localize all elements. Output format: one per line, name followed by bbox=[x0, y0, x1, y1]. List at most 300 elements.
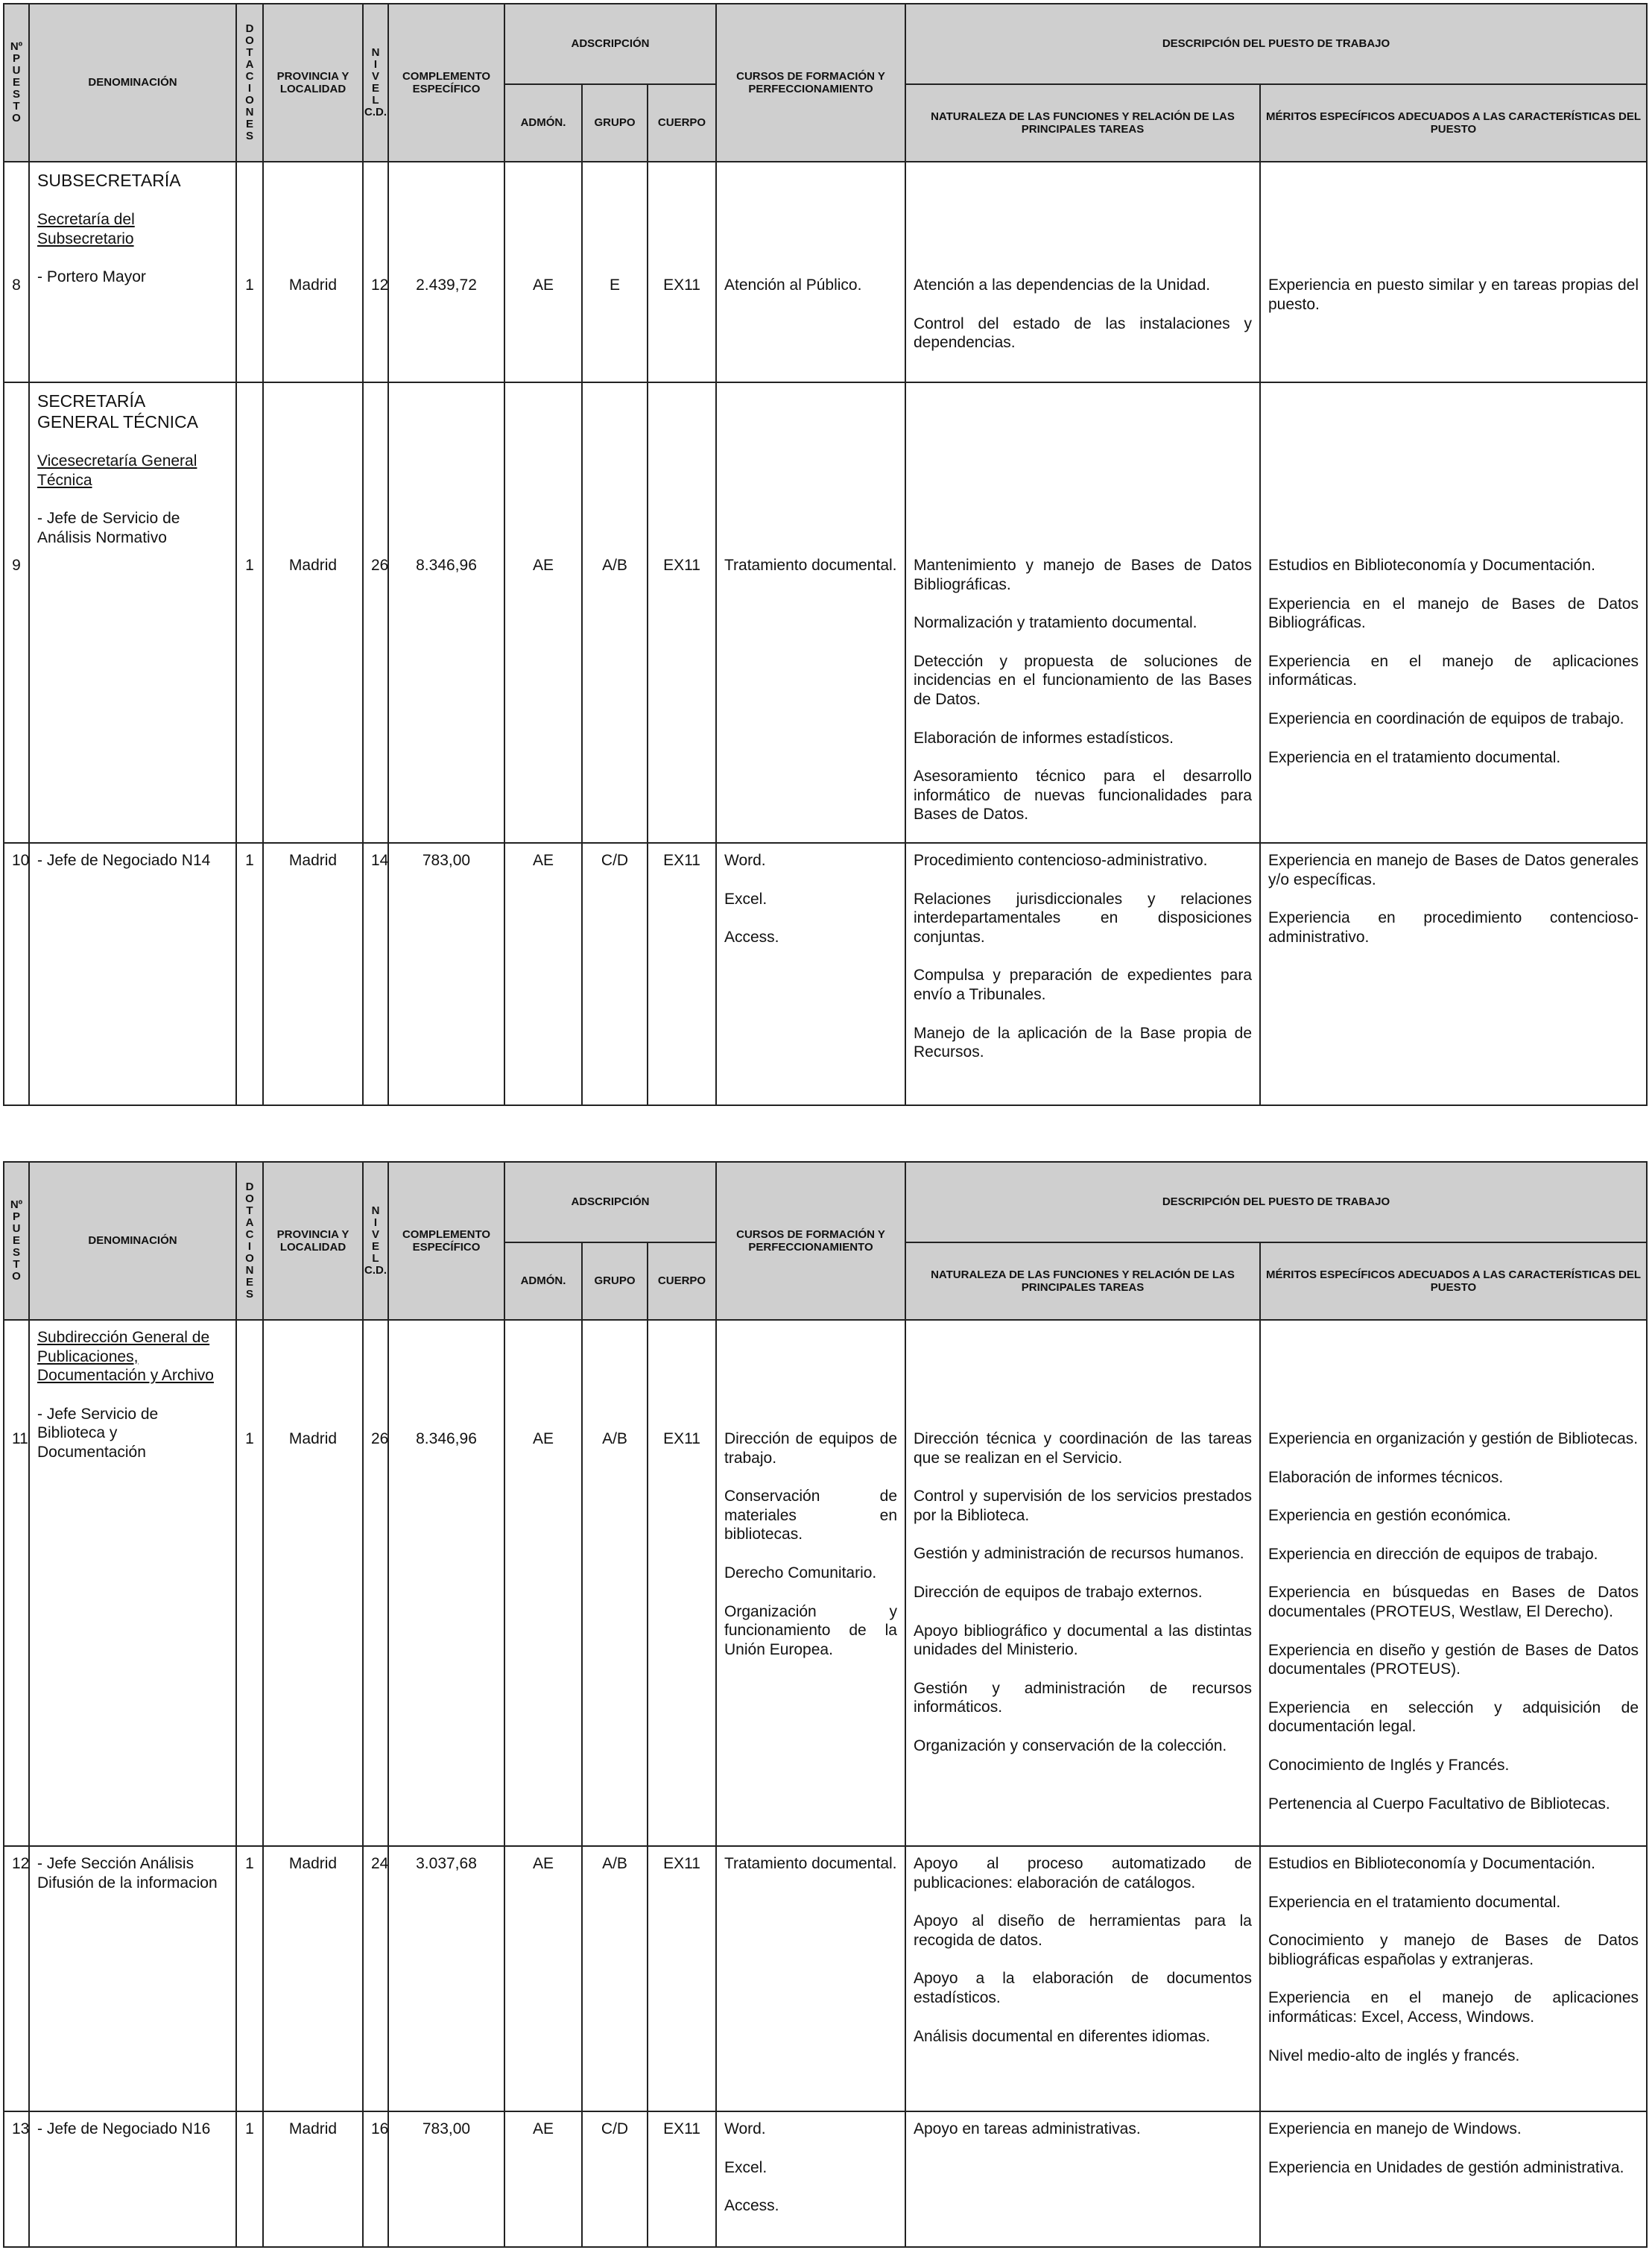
vertical-letter: T bbox=[246, 46, 253, 59]
align-spacer bbox=[914, 170, 1252, 276]
cell-nivel-value: 24 bbox=[371, 1855, 389, 1872]
header-meritos: MÉRITOS ESPECÍFICOS ADECUADOS A LAS CARACTERÍSTICAS DEL PUESTO bbox=[1260, 84, 1647, 162]
cell-nivel bbox=[363, 1320, 388, 1846]
header-n-puesto bbox=[4, 4, 29, 162]
table-puestos-2 bbox=[3, 1161, 1648, 2248]
table-row bbox=[4, 382, 1647, 843]
cell-provincia bbox=[263, 382, 363, 843]
align-spacer bbox=[1268, 1328, 1639, 1429]
denominacion-value: - Portero Mayor bbox=[37, 268, 146, 286]
align-spacer bbox=[12, 1328, 21, 1429]
cell-complemento bbox=[388, 2111, 504, 2247]
cell-grupo-value: C/D bbox=[601, 852, 629, 869]
header-cuerpo: CUERPO bbox=[648, 84, 716, 162]
vertical-letter: N bbox=[245, 1264, 254, 1277]
align-spacer bbox=[244, 391, 255, 556]
vertical-letter: T bbox=[246, 1204, 253, 1217]
cell-meritos-item: Experiencia en coordinación de equipos de trabajo. bbox=[1268, 710, 1624, 728]
cell-meritos-item: Experiencia en Unidades de gestión administrativa. bbox=[1268, 2158, 1624, 2176]
align-spacer bbox=[396, 170, 496, 276]
cell-cursos bbox=[716, 2111, 905, 2247]
cell-cursos-item: Tratamiento documental. bbox=[724, 557, 897, 574]
cell-naturaleza-item: Dirección de equipos de trabajo externos. bbox=[914, 1584, 1203, 1602]
cell-provincia-value: Madrid bbox=[288, 557, 338, 574]
cell-provincia bbox=[263, 162, 363, 382]
header-adscripcion: ADSCRIPCIÓN bbox=[504, 4, 716, 84]
cell-meritos-item: Conocimiento y manejo de Bases de Datos bibliográficas españolas y extranjeras. bbox=[1268, 1932, 1639, 1968]
cell-num bbox=[4, 162, 29, 382]
cell-cuerpo bbox=[648, 1320, 716, 1846]
vertical-letter: U bbox=[12, 1222, 21, 1235]
cell-meritos-item: Experiencia en diseño y gestión de Bases de Datos documentales (PROTEUS). bbox=[1268, 1641, 1639, 1678]
cell-cuerpo bbox=[648, 1846, 716, 2111]
cell-meritos-item: Experiencia en selección y adquisición de documentación legal. bbox=[1268, 1698, 1639, 1736]
header-descripcion: DESCRIPCIÓN DEL PUESTO DE TRABAJO bbox=[905, 1162, 1647, 1242]
cell-admon-value: AE bbox=[532, 852, 554, 869]
vertical-letter: N bbox=[371, 1204, 380, 1217]
cell-naturaleza-item: Control y supervisión de los servicios prestados por la Biblioteca. bbox=[914, 1488, 1252, 1524]
align-spacer bbox=[590, 1328, 639, 1429]
cell-num-value: 10 bbox=[12, 852, 30, 869]
cell-naturaleza-item: Apoyo en tareas administrativas. bbox=[914, 2120, 1141, 2137]
cell-meritos-item: Nivel medio-alto de inglés y francés. bbox=[1268, 2047, 1520, 2064]
cell-cuerpo-value: EX11 bbox=[663, 852, 700, 869]
align-spacer bbox=[1268, 391, 1639, 556]
cell-nivel bbox=[363, 1846, 388, 2111]
cell-nivel-value: 26 bbox=[371, 557, 389, 574]
unit-title: SECRETARÍA GENERAL TÉCNICA bbox=[37, 391, 198, 432]
cell-num-value: 12 bbox=[12, 1855, 30, 1872]
cell-num-value: 8 bbox=[12, 276, 21, 294]
cell-dotaciones-value: 1 bbox=[245, 557, 254, 574]
cell-grupo-value: C/D bbox=[601, 2120, 629, 2137]
cell-meritos-item: Experiencia en el manejo de aplicaciones informáticas. bbox=[1268, 652, 1639, 689]
cell-num-value: 13 bbox=[12, 2120, 30, 2137]
cell-naturaleza-item: Detección y propuesta de soluciones de incidencias en el funcionamiento de las Bases de Datos. bbox=[914, 652, 1252, 709]
cell-complemento-value: 2.439,72 bbox=[416, 276, 477, 294]
cell-admon bbox=[504, 1846, 582, 2111]
header-naturaleza: NATURALEZA DE LAS FUNCIONES Y RELACIÓN DE LAS PRINCIPALES TAREAS bbox=[905, 1242, 1260, 1320]
cell-cursos-item: Atención al Público. bbox=[724, 276, 862, 294]
cell-denominacion bbox=[29, 1846, 236, 2111]
header-complemento: COMPLEMENTO ESPECÍFICO bbox=[388, 1162, 504, 1320]
cell-dotaciones-value: 1 bbox=[245, 1855, 254, 1872]
header-descripcion: DESCRIPCIÓN DEL PUESTO DE TRABAJO bbox=[905, 4, 1647, 84]
cell-provincia-value: Madrid bbox=[288, 1430, 338, 1447]
table-row bbox=[4, 843, 1647, 1105]
header-meritos: MÉRITOS ESPECÍFICOS ADECUADOS A LAS CARACTERÍSTICAS DEL PUESTO bbox=[1260, 1242, 1647, 1320]
cell-cuerpo-value: EX11 bbox=[663, 1430, 700, 1447]
cell-provincia bbox=[263, 2111, 363, 2247]
cell-admon bbox=[504, 1320, 582, 1846]
vertical-letter: S bbox=[245, 1288, 253, 1301]
cell-meritos-item: Experiencia en procedimiento contencioso-administrativo. bbox=[1268, 909, 1639, 946]
cell-dotaciones bbox=[236, 2111, 263, 2247]
cell-admon bbox=[504, 382, 582, 843]
cell-meritos bbox=[1260, 1846, 1647, 2111]
cell-num bbox=[4, 843, 29, 1105]
vertical-letter: V bbox=[371, 1228, 379, 1241]
align-spacer bbox=[1268, 170, 1639, 276]
cell-dotaciones-value: 1 bbox=[245, 852, 254, 869]
subunit-title: Vicesecretaría General Técnica bbox=[37, 452, 197, 489]
cell-cuerpo-value: EX11 bbox=[663, 1855, 700, 1872]
cell-meritos-item: Estudios en Biblioteconomía y Documentación. bbox=[1268, 1855, 1595, 1872]
cell-meritos-item: Experiencia en el tratamiento documental. bbox=[1268, 748, 1561, 766]
align-spacer bbox=[656, 391, 708, 556]
header-denominacion: DENOMINACIÓN bbox=[29, 1162, 236, 1320]
cell-num bbox=[4, 1320, 29, 1846]
cell-num-value: 11 bbox=[12, 1430, 28, 1447]
vertical-letter: O bbox=[245, 34, 254, 47]
cell-nivel-value: 16 bbox=[371, 2120, 389, 2137]
cell-complemento bbox=[388, 162, 504, 382]
cell-complemento-value: 8.346,96 bbox=[416, 557, 477, 574]
cell-naturaleza-item: Normalización y tratamiento documental. bbox=[914, 614, 1197, 632]
table-row bbox=[4, 1846, 1647, 2111]
align-spacer bbox=[396, 391, 496, 556]
align-spacer bbox=[371, 391, 380, 556]
cell-naturaleza-item: Gestión y administración de recursos informáticos. bbox=[914, 1679, 1252, 1716]
cell-complemento bbox=[388, 1320, 504, 1846]
header-cursos: CURSOS DE FORMACIÓN Y PERFECCIONAMIENTO bbox=[716, 4, 905, 162]
cell-grupo-value: A/B bbox=[602, 1855, 627, 1872]
cell-provincia-value: Madrid bbox=[288, 2120, 338, 2137]
cell-cursos-item: Excel. bbox=[724, 2158, 768, 2176]
cell-naturaleza-item: Procedimiento contencioso-administrativo. bbox=[914, 852, 1208, 869]
cell-meritos-item: Conocimiento de Inglés y Francés. bbox=[1268, 1757, 1510, 1775]
cell-grupo bbox=[582, 1846, 648, 2111]
cell-grupo bbox=[582, 2111, 648, 2247]
header-provincia: PROVINCIA Y LOCALIDAD bbox=[263, 4, 363, 162]
denominacion-value: - Jefe de Servicio de Análisis Normativo bbox=[37, 510, 180, 546]
cell-denominacion bbox=[29, 382, 236, 843]
vertical-letter: D bbox=[245, 22, 254, 35]
cell-nivel-value: 14 bbox=[371, 852, 389, 869]
cell-meritos-item: Experiencia en búsquedas en Bases de Datos documentales (PROTEUS, Westlaw, El Derecho). bbox=[1268, 1584, 1639, 1621]
cell-provincia bbox=[263, 1320, 363, 1846]
cell-naturaleza-item: Organización y conservación de la colección. bbox=[914, 1737, 1227, 1755]
cell-cursos bbox=[716, 1320, 905, 1846]
vertical-letter: P bbox=[12, 52, 20, 65]
cell-naturaleza-item: Manejo de la aplicación de la Base propia de Recursos. bbox=[914, 1024, 1252, 1061]
align-spacer bbox=[371, 1328, 380, 1429]
table-puestos-1 bbox=[3, 3, 1648, 1106]
header-provincia: PROVINCIA Y LOCALIDAD bbox=[263, 1162, 363, 1320]
cell-naturaleza-item: Apoyo al proceso automatizado de publicaciones: elaboración de catálogos. bbox=[914, 1855, 1252, 1892]
table-row bbox=[4, 1320, 1647, 1846]
cell-nivel bbox=[363, 162, 388, 382]
vertical-letter: V bbox=[371, 70, 379, 83]
vertical-letter: P bbox=[12, 1210, 20, 1223]
align-spacer bbox=[914, 1328, 1252, 1429]
cell-cursos-item: Word. bbox=[724, 852, 766, 869]
header-adscripcion: ADSCRIPCIÓN bbox=[504, 1162, 716, 1242]
cell-meritos bbox=[1260, 843, 1647, 1105]
align-spacer bbox=[914, 391, 1252, 556]
cell-dotaciones bbox=[236, 1846, 263, 2111]
vertical-letter: E bbox=[245, 1276, 253, 1289]
cell-grupo-value: A/B bbox=[602, 557, 627, 574]
vertical-letter: E bbox=[371, 82, 379, 95]
cell-naturaleza-item: Dirección técnica y coordinación de las tareas que se realizan en el Servicio. bbox=[914, 1430, 1252, 1467]
align-spacer bbox=[513, 391, 574, 556]
cell-complemento bbox=[388, 843, 504, 1105]
cell-meritos-item: Experiencia en manejo de Windows. bbox=[1268, 2120, 1522, 2137]
cell-complemento-value: 783,00 bbox=[422, 2120, 471, 2137]
vertical-letter: U bbox=[12, 64, 21, 77]
cell-naturaleza-item: Análisis documental en diferentes idiomas. bbox=[914, 2027, 1211, 2045]
align-spacer bbox=[513, 170, 574, 276]
cell-denominacion bbox=[29, 843, 236, 1105]
cell-grupo bbox=[582, 1320, 648, 1846]
cell-admon-value: AE bbox=[532, 1855, 554, 1872]
cell-naturaleza-item: Control del estado de las instalaciones y dependencias. bbox=[914, 315, 1252, 352]
cell-denominacion bbox=[29, 2111, 236, 2247]
cell-meritos-item: Experiencia en dirección de equipos de trabajo. bbox=[1268, 1545, 1598, 1563]
cell-dotaciones bbox=[236, 162, 263, 382]
header-naturaleza: NATURALEZA DE LAS FUNCIONES Y RELACIÓN DE LAS PRINCIPALES TAREAS bbox=[905, 84, 1260, 162]
cell-naturaleza-item: Asesoramiento técnico para el desarrollo informático de nuevas funcionalidades para Bases de Datos. bbox=[914, 768, 1252, 824]
align-spacer bbox=[12, 170, 21, 276]
cell-dotaciones-value: 1 bbox=[245, 1430, 254, 1447]
cell-naturaleza bbox=[905, 843, 1260, 1105]
vertical-letter: N bbox=[245, 106, 254, 118]
cell-meritos-item: Pertenencia al Cuerpo Facultativo de Bibliotecas. bbox=[1268, 1795, 1610, 1813]
header-nivel: N I V E L C.D. bbox=[363, 4, 388, 162]
cell-dotaciones bbox=[236, 382, 263, 843]
cell-meritos bbox=[1260, 2111, 1647, 2247]
align-spacer bbox=[656, 170, 708, 276]
cell-meritos-item: Experiencia en el tratamiento documental. bbox=[1268, 1893, 1561, 1911]
cell-num-value: 9 bbox=[12, 557, 21, 574]
vertical-letter: I bbox=[247, 82, 252, 95]
cell-cursos-item: Tratamiento documental. bbox=[724, 1855, 897, 1872]
cell-admon bbox=[504, 162, 582, 382]
vertical-letter: E bbox=[12, 76, 20, 89]
subunit-title: Subdirección General de Publicaciones, Documentación y Archivo bbox=[37, 1329, 214, 1385]
vertical-letter: N bbox=[371, 46, 380, 59]
cell-nivel bbox=[363, 382, 388, 843]
cell-admon bbox=[504, 2111, 582, 2247]
cell-cursos bbox=[716, 1846, 905, 2111]
cell-nivel bbox=[363, 2111, 388, 2247]
cell-meritos-item: Experiencia en el manejo de aplicaciones informáticas: Excel, Access, Windows. bbox=[1268, 1989, 1639, 2026]
cell-cursos-item: Access. bbox=[724, 929, 779, 947]
cell-meritos-item: Experiencia en el manejo de Bases de Datos Bibliográficas. bbox=[1268, 595, 1639, 632]
cell-cuerpo-value: EX11 bbox=[663, 557, 700, 574]
cell-naturaleza-item: Apoyo al diseño de herramientas para la recogida de datos. bbox=[914, 1912, 1252, 1949]
cell-denominacion bbox=[29, 1320, 236, 1846]
cell-provincia bbox=[263, 843, 363, 1105]
cell-complemento bbox=[388, 382, 504, 843]
cell-provincia-value: Madrid bbox=[288, 276, 338, 294]
cell-admon-value: AE bbox=[532, 2120, 554, 2137]
align-spacer bbox=[271, 170, 355, 276]
vertical-letter: O bbox=[245, 94, 254, 107]
cell-provincia-value: Madrid bbox=[288, 852, 338, 869]
cell-cursos-item: Access. bbox=[724, 2197, 779, 2215]
vertical-letter: Nº bbox=[10, 1198, 23, 1211]
cell-complemento-value: 8.346,96 bbox=[416, 1430, 477, 1447]
cell-cuerpo-value: EX11 bbox=[663, 2120, 700, 2137]
cell-nivel-value: 12 bbox=[371, 276, 389, 294]
align-spacer bbox=[396, 1328, 496, 1429]
denominacion-value: - Jefe de Negociado N14 bbox=[37, 852, 211, 869]
vertical-letter: S bbox=[12, 88, 20, 101]
cell-cursos bbox=[716, 843, 905, 1105]
align-spacer bbox=[724, 1328, 897, 1429]
vertical-letter: I bbox=[373, 1216, 378, 1229]
vertical-letter: E bbox=[371, 1240, 379, 1253]
cell-meritos-item: Estudios en Biblioteconomía y Documentación. bbox=[1268, 557, 1595, 574]
cell-admon-value: AE bbox=[532, 276, 554, 294]
cell-dotaciones bbox=[236, 1320, 263, 1846]
header-denominacion: DENOMINACIÓN bbox=[29, 4, 236, 162]
header-dotaciones bbox=[236, 1162, 263, 1320]
vertical-letter: T bbox=[13, 1258, 20, 1271]
header-grupo: GRUPO bbox=[582, 1242, 648, 1320]
cell-naturaleza-item: Compulsa y preparación de expedientes para envío a Tribunales. bbox=[914, 967, 1252, 1004]
cell-num bbox=[4, 1846, 29, 2111]
cell-grupo-value: A/B bbox=[602, 1430, 627, 1447]
cell-naturaleza-item: Apoyo bibliográfico y documental a las distintas unidades del Ministerio. bbox=[914, 1622, 1252, 1659]
cell-naturaleza-item: Elaboración de informes estadísticos. bbox=[914, 729, 1174, 747]
cell-meritos-item: Experiencia en puesto similar y en tareas propias del puesto. bbox=[1268, 276, 1639, 313]
cell-naturaleza-item: Relaciones jurisdiccionales y relaciones interdepartamentales en disposiciones conjuntas. bbox=[914, 890, 1252, 946]
align-spacer bbox=[590, 391, 639, 556]
align-spacer bbox=[271, 1328, 355, 1429]
cell-dotaciones bbox=[236, 843, 263, 1105]
cell-dotaciones-value: 1 bbox=[245, 2120, 254, 2137]
header-dotaciones bbox=[236, 4, 263, 162]
align-spacer bbox=[244, 1328, 255, 1429]
header-n-puesto bbox=[4, 1162, 29, 1320]
cell-meritos bbox=[1260, 382, 1647, 843]
header-complemento: COMPLEMENTO ESPECÍFICO bbox=[388, 4, 504, 162]
cell-admon-value: AE bbox=[532, 557, 554, 574]
vertical-letter: C bbox=[245, 1228, 254, 1241]
cell-meritos-item: Experiencia en organización y gestión de Bibliotecas. bbox=[1268, 1430, 1639, 1447]
denominacion-value: - Jefe Servicio de Biblioteca y Documentación bbox=[37, 1405, 159, 1461]
vertical-letter: O bbox=[245, 1252, 254, 1265]
cell-naturaleza bbox=[905, 1320, 1260, 1846]
cell-complemento-value: 783,00 bbox=[422, 852, 471, 869]
cell-cuerpo bbox=[648, 162, 716, 382]
cell-nivel-value: 26 bbox=[371, 1430, 389, 1447]
cell-cuerpo-value: EX11 bbox=[663, 276, 700, 294]
vertical-letter: D bbox=[245, 1181, 254, 1193]
vertical-letter: C bbox=[245, 70, 254, 83]
cell-grupo bbox=[582, 162, 648, 382]
cell-dotaciones-value: 1 bbox=[245, 276, 254, 294]
vertical-letter: I bbox=[373, 58, 378, 71]
subunit-title: Secretaría del Subsecretario bbox=[37, 211, 135, 247]
cell-provincia-value: Madrid bbox=[288, 1855, 338, 1872]
vertical-letter: O bbox=[12, 112, 21, 124]
cell-cursos-item: Dirección de equipos de trabajo. bbox=[724, 1430, 897, 1467]
align-spacer bbox=[656, 1328, 708, 1429]
denominacion-value: - Jefe Sección Análisis Difusión de la informacion bbox=[37, 1855, 218, 1892]
header-nivel: N I V E L C.D. bbox=[363, 1162, 388, 1320]
vertical-letter: E bbox=[12, 1234, 20, 1247]
cell-naturaleza bbox=[905, 1846, 1260, 2111]
align-spacer bbox=[724, 391, 897, 556]
cell-naturaleza bbox=[905, 382, 1260, 843]
align-spacer bbox=[244, 170, 255, 276]
header-cursos: CURSOS DE FORMACIÓN Y PERFECCIONAMIENTO bbox=[716, 1162, 905, 1320]
cell-cursos-item: Word. bbox=[724, 2120, 766, 2137]
vertical-letter: S bbox=[12, 1246, 20, 1259]
vertical-letter: L bbox=[372, 1252, 379, 1265]
cell-cuerpo bbox=[648, 843, 716, 1105]
cell-cursos-item: Excel. bbox=[724, 890, 768, 908]
vertical-letter: O bbox=[245, 1192, 254, 1205]
cell-naturaleza bbox=[905, 162, 1260, 382]
header-admon: ADMÓN. bbox=[504, 1242, 582, 1320]
align-spacer bbox=[271, 391, 355, 556]
cell-cursos bbox=[716, 162, 905, 382]
cell-naturaleza-item: Mantenimiento y manejo de Bases de Datos Bibliográficas. bbox=[914, 557, 1252, 593]
align-spacer bbox=[371, 170, 380, 276]
vertical-letter: A bbox=[245, 58, 254, 71]
cell-meritos bbox=[1260, 162, 1647, 382]
cell-meritos bbox=[1260, 1320, 1647, 1846]
cell-denominacion bbox=[29, 162, 236, 382]
cell-complemento bbox=[388, 1846, 504, 2111]
cell-admon bbox=[504, 843, 582, 1105]
align-spacer bbox=[724, 170, 897, 276]
cell-grupo bbox=[582, 382, 648, 843]
unit-title: SUBSECRETARÍA bbox=[37, 171, 181, 190]
vertical-letter: Nº bbox=[10, 40, 23, 53]
table-row bbox=[4, 162, 1647, 382]
cell-naturaleza-item: Apoyo a la elaboración de documentos estadísticos. bbox=[914, 1970, 1252, 2007]
align-spacer bbox=[12, 391, 21, 556]
cell-meritos-item: Elaboración de informes técnicos. bbox=[1268, 1468, 1504, 1486]
vertical-letter: T bbox=[13, 100, 20, 113]
cell-nivel bbox=[363, 843, 388, 1105]
cell-meritos-item: Experiencia en gestión económica. bbox=[1268, 1507, 1511, 1525]
cell-num bbox=[4, 2111, 29, 2247]
cell-naturaleza-item: Atención a las dependencias de la Unidad. bbox=[914, 276, 1211, 294]
denominacion-value: - Jefe de Negociado N16 bbox=[37, 2120, 211, 2137]
cell-cuerpo bbox=[648, 382, 716, 843]
cell-cursos-item: Derecho Comunitario. bbox=[724, 1564, 877, 1582]
cell-cursos-item: Organización y funcionamiento de la Unión Europea. bbox=[724, 1602, 897, 1658]
cell-naturaleza bbox=[905, 2111, 1260, 2247]
cell-grupo bbox=[582, 843, 648, 1105]
vertical-letter: L bbox=[372, 94, 379, 107]
table-row bbox=[4, 2111, 1647, 2247]
vertical-letter: I bbox=[247, 1240, 252, 1253]
header-admon: ADMÓN. bbox=[504, 84, 582, 162]
header-cuerpo: CUERPO bbox=[648, 1242, 716, 1320]
cell-cuerpo bbox=[648, 2111, 716, 2247]
header-grupo: GRUPO bbox=[582, 84, 648, 162]
vertical-letter: A bbox=[245, 1216, 254, 1229]
vertical-letter: O bbox=[12, 1270, 21, 1283]
cell-cursos-item: Conservación de materiales en bibliotecas. bbox=[724, 1488, 897, 1543]
cell-grupo-value: E bbox=[609, 276, 620, 294]
align-spacer bbox=[590, 170, 639, 276]
vertical-letter: S bbox=[245, 130, 253, 142]
cell-complemento-value: 3.037,68 bbox=[416, 1855, 477, 1872]
align-spacer bbox=[513, 1328, 574, 1429]
cell-naturaleza-item: Gestión y administración de recursos humanos. bbox=[914, 1545, 1244, 1563]
cell-provincia bbox=[263, 1846, 363, 2111]
cell-num bbox=[4, 382, 29, 843]
